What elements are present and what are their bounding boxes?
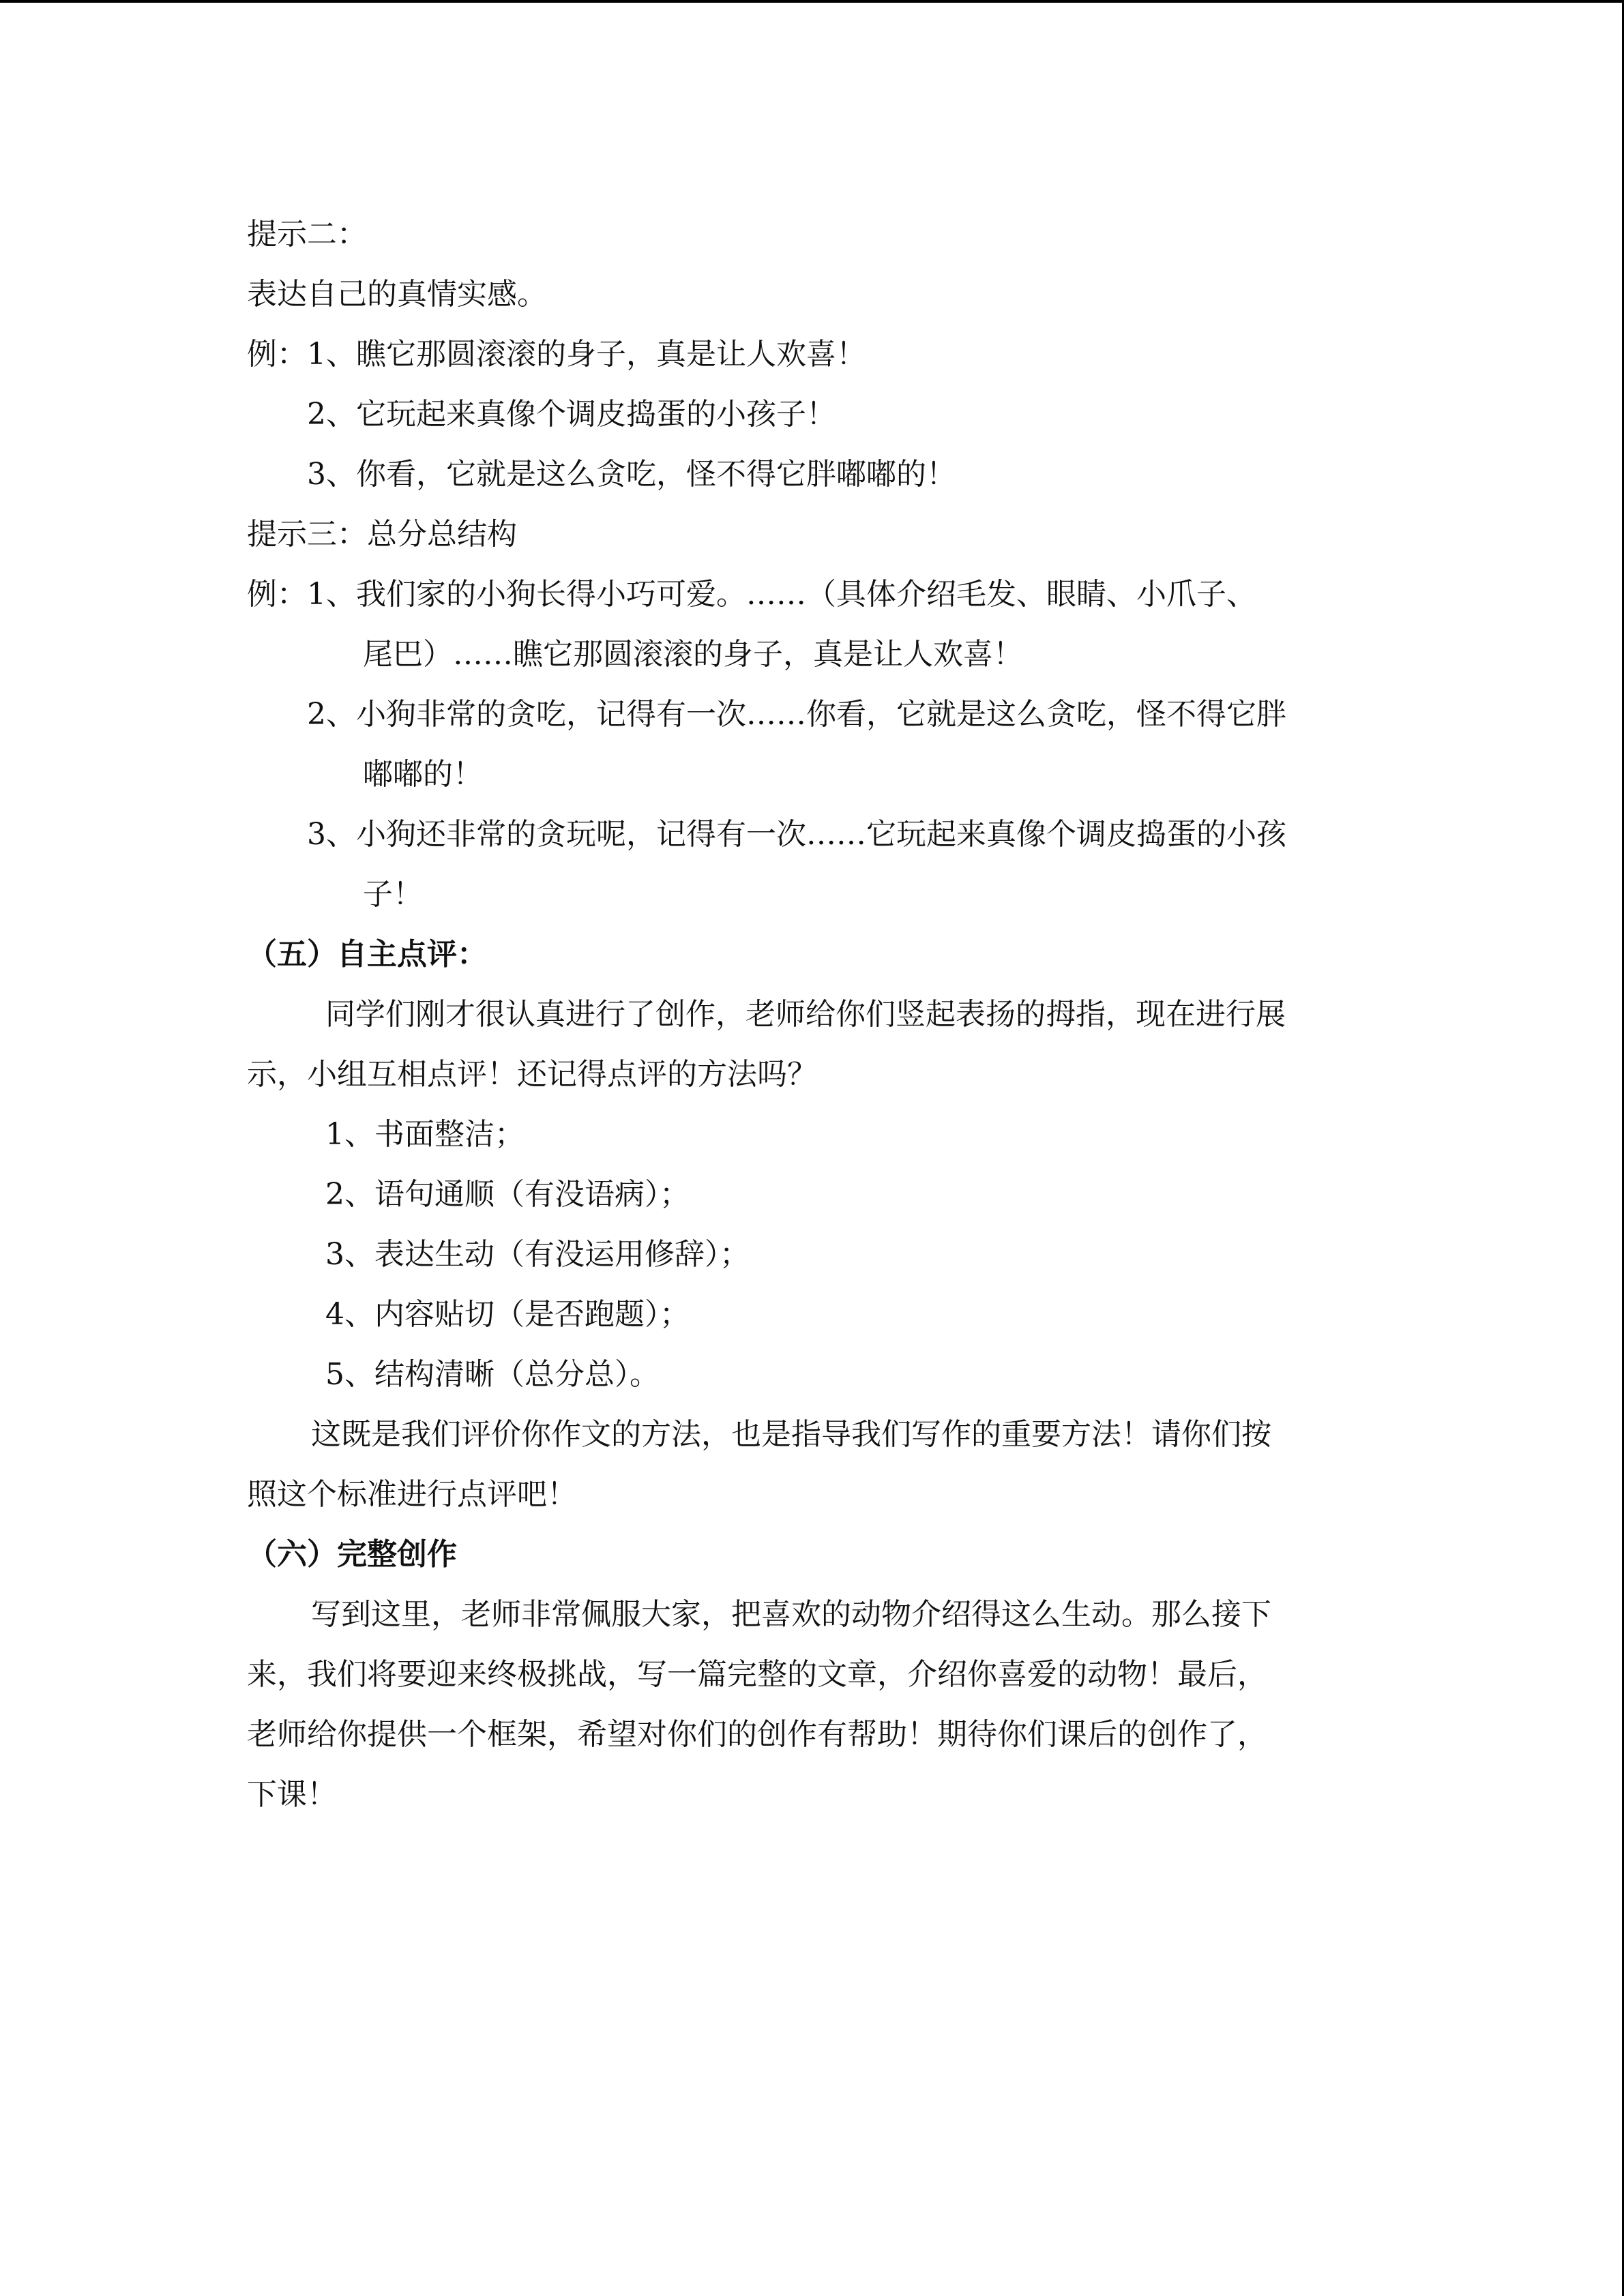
text-line: 示，小组互相点评！还记得点评的方法吗？ — [247, 1057, 817, 1092]
text-line: 5、结构清晰（总分总）。 — [325, 1357, 660, 1392]
text-line: 1、书面整洁； — [325, 1117, 525, 1152]
text-line: 2、它玩起来真像个调皮捣蛋的小孩子！ — [307, 397, 836, 432]
text-line: 提示三：总分总结构 — [247, 517, 517, 552]
text-line: 2、小狗非常的贪吃，记得有一次……你看，它就是这么贪吃，怪不得它胖 — [307, 697, 1286, 732]
document-body — [247, 205, 1379, 1825]
text-line: 写到这里，老师非常佩服大家，把喜欢的动物介绍得这么生动。那么接下 — [311, 1597, 1271, 1632]
text-line: 嘟嘟的！ — [363, 757, 483, 792]
text-line: 来，我们将要迎来终极挑战，写一篇完整的文章，介绍你喜爱的动物！最后， — [247, 1657, 1267, 1692]
text-line: 3、小狗还非常的贪玩呢，记得有一次……它玩起来真像个调皮捣蛋的小孩 — [307, 817, 1286, 852]
document-page — [247, 205, 1379, 1825]
text-line: 4、内容贴切（是否跑题）； — [325, 1297, 690, 1332]
text-line: 提示二： — [247, 217, 367, 252]
text-line: 照这个标准进行点评吧！ — [247, 1477, 577, 1512]
text-line: 2、语句通顺（有没语病）； — [325, 1177, 690, 1212]
page-top-border — [0, 0, 1624, 3]
text-line: 下课！ — [247, 1777, 337, 1812]
text-line: 子！ — [363, 877, 423, 912]
text-line: 表达自己的真情实感。 — [247, 277, 547, 312]
text-line: 例：1、瞧它那圆滚滚的身子，真是让人欢喜！ — [247, 337, 866, 372]
text-line: 同学们刚才很认真进行了创作，老师给你们竖起表扬的拇指，现在进行展 — [325, 997, 1286, 1032]
section-heading: （五）自主点评： — [247, 937, 487, 972]
section-heading: （六）完整创作 — [247, 1537, 457, 1572]
text-line: 老师给你提供一个框架，希望对你们的创作有帮助！期待你们课后的创作了， — [247, 1717, 1267, 1752]
text-line: 3、表达生动（有没运用修辞）； — [325, 1237, 750, 1272]
text-line: 尾巴）……瞧它那圆滚滚的身子，真是让人欢喜！ — [363, 637, 1023, 672]
text-line: 例：1、我们家的小狗长得小巧可爱。……（具体介绍毛发、眼睛、小爪子、 — [247, 577, 1256, 612]
text-line: 这既是我们评价你作文的方法，也是指导我们写作的重要方法！请你们按 — [311, 1417, 1271, 1452]
text-line: 3、你看，它就是这么贪吃，怪不得它胖嘟嘟的！ — [307, 457, 956, 492]
